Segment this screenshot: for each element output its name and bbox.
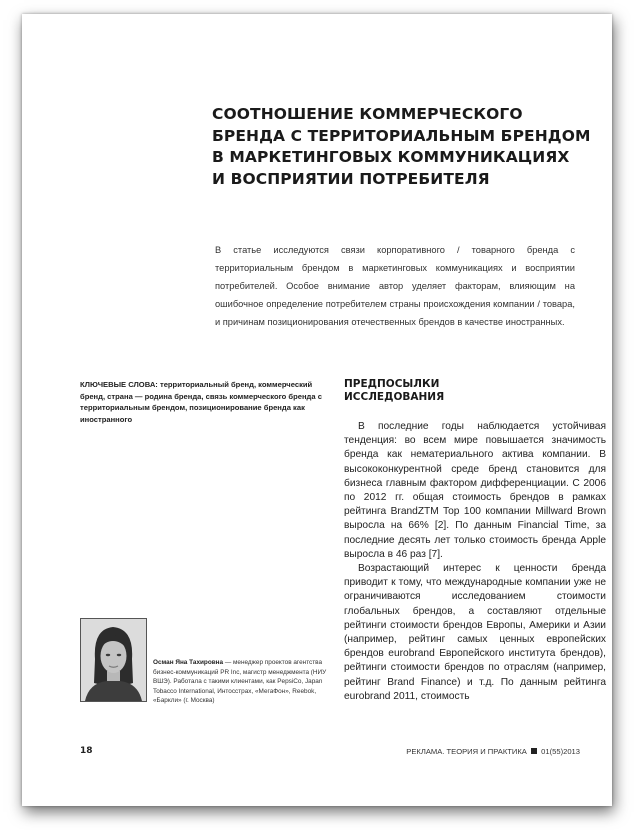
issue-number: 01(55)2013 [541,747,580,756]
square-bullet-icon [531,748,537,754]
section-heading-line: ПРЕДПОСЫЛКИ [344,378,440,390]
section-heading-line: ИССЛЕДОВАНИЯ [344,391,445,403]
title-line: БРЕНДА С ТЕРРИТОРИАЛЬНЫМ БРЕНДОМ [212,126,591,145]
title-line: СООТНОШЕНИЕ КОММЕРЧЕСКОГО [212,105,523,123]
author-note [153,658,333,706]
keywords-text: территориальный бренд, коммерческий бренд, страна — родина бренда, связь коммерческого бренда с территориальным брендом, позиционирование бренда как иностранного [80,380,322,424]
keywords-block [80,379,328,425]
abstract: В статье исследуются связи корпоративного / товарного бренда с территориальным брендом в маркетинговых коммуникациях и восприятии потребителей. Особое внимание автор уделяет факторам, влияющим на ошибочное определение потребителем страны происхождения компании / товара, и причинам позиционирования отечественных брендов в качестве иностранных. [215,245,575,327]
section-heading [344,378,544,404]
keywords-label: КЛЮЧЕВЫЕ СЛОВА: [80,380,158,389]
running-footer [406,747,580,756]
article-title [212,104,592,190]
title-line: И ВОСПРИЯТИИ ПОТРЕБИТЕЛЯ [212,169,490,188]
author-bio: — менеджер проектов агентства бизнес-коммуникаций PR Inc, магистр менеджмента (НИУ ВШЭ). Работала с такими клиентами, как PepsiCo, Japan Tobacco International, Интосстрах, «МегаФон», Reebok, «Баркли» (г. Москва) [153,659,327,705]
author-portrait-image [81,619,146,701]
page-number: 18 [80,746,93,756]
title-line: В МАРКЕТИНГОВЫХ КОММУНИКАЦИЯХ [212,148,570,166]
journal-name: РЕКЛАМА. ТЕОРИЯ И ПРАКТИКА [406,747,527,756]
author-name: Осман Яна Тахировна [153,659,224,666]
paragraph: В последние годы наблюдается устойчивая тенденция: во всем мире повышается значимость бренда как нематериального актива компании. В высококонкурентной среде бренд становится для бизнеса главным фактором дифференциации. С 2006 по 2012 гг. общая стоимость брендов в рамках рейтинга BrandZTM Top 100 компании Millward Brown выросла на 66% [2]. По данным Financial Time, за последние десять лет только стоимость бренда Apple выросла в 46 раз [7]. [344,421,606,560]
author-photo [80,618,147,702]
body-text [344,420,606,704]
journal-page [22,14,612,806]
paragraph: Возрастающий интерес к ценности бренда приводит к тому, что международные компании уже не ограничиваются исследованием стоимости глобальных брендов, а составляют отдельные рейтинги стоимости брендов Европы, Америки и Азии (например, рейтинг самых ценных европейских брендов eurobrand Европейского института брендов), рейтинги стоимости брендов по отраслям (например, рейтинг Brand Finance) и т.д. По данным рейтинга eurobrand 2011, стоимость [344,563,606,702]
